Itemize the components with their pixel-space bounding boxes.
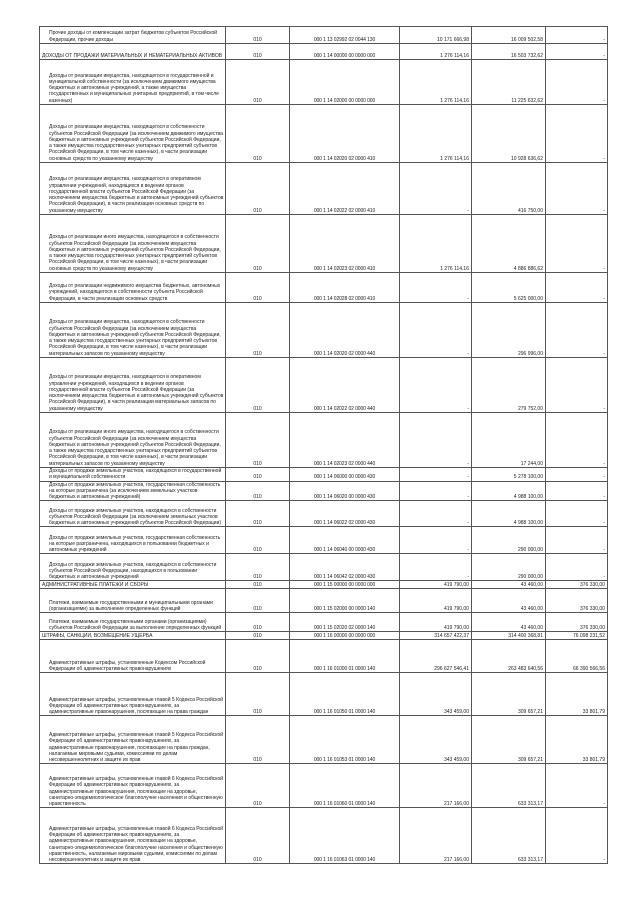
row-name: Доходы от реализации имущества, находящегося в оперативном управлении учреждений, находящихся в ведении органов государственной власти субъектов Российской Федерации (за исключением имущества бюджетных и автономных учреждений субъектов Российской Федерации), в части реализации материальных запасов по указанному имуществу	[40, 358, 226, 413]
row-name: Административные штрафы, установленные главой 5 Кодекса Российской Федерации об административных правонарушениях, за административные правонарушения, посягающие на права граждан	[40, 673, 226, 716]
row-rest: -	[546, 44, 608, 60]
row-name: Доходы от реализации имущества, находящегося в собственности субъектов Российской Федерации (за исключением движимого имущества бюджетных и автономных учреждений субъектов Российской Федерации, а также имущества государственных унитарных предприятий субъектов Российской Федерации, в том числе казенных), в части реализации основных средств по указанному имуществу	[40, 105, 226, 163]
row-name: Доходы от реализации имущества, находящегося в государственной и муниципальной собственности (за исключением движимого имущества бюджетных и автономных учреждений, а также имущества государственных и муниципальных унитарных предприятий, в том числе казенных)	[40, 60, 226, 105]
table-row	[40, 808, 608, 864]
table-row	[40, 105, 608, 163]
row-kbk: 000 1 14 06000 00 0000 430	[290, 468, 400, 482]
row-rest: 376 330,00	[546, 581, 608, 589]
row-plan: -	[400, 468, 472, 482]
row-plan: 1 276 114,16	[400, 215, 472, 273]
row-kbk: 000 1 16 00000 00 0000 000	[290, 632, 400, 640]
row-rest: -	[546, 303, 608, 358]
row-kbk: 000 1 13 02992 02 0044 130	[290, 27, 400, 44]
row-rest: -	[546, 468, 608, 482]
row-name: Доходы от реализации иного имущества, находящегося в собственности субъектов Российской Федерации (за исключением имущества бюджетных и автономных учреждений субъектов Российской Федерации, а также имущества государственных унитарных предприятий субъектов Российской Федерации, в том числе казенных), в части реализации материальных запасов по указанному имуществу	[40, 413, 226, 468]
row-rest: 76 098 231,52	[546, 632, 608, 640]
row-kbk: 000 1 16 01000 01 0000 140	[290, 640, 400, 673]
row-code: 010	[226, 163, 290, 215]
row-plan: 1 276 114,16	[400, 105, 472, 163]
row-plan: 217 166,00	[400, 764, 472, 808]
table-row	[40, 303, 608, 358]
row-fact: 290 000,00	[472, 527, 546, 554]
row-kbk: 000 1 14 02022 02 0000 410	[290, 163, 400, 215]
row-code: 010	[226, 632, 290, 640]
income-table	[39, 26, 608, 864]
row-rest: 376 330,00	[546, 589, 608, 613]
row-code: 010	[226, 589, 290, 613]
row-rest: -	[546, 105, 608, 163]
row-rest: 33 801,79	[546, 673, 608, 716]
row-code: 010	[226, 716, 290, 764]
row-name: Административные штрафы, установленные главой 6 Кодекса Российской Федерации об административных правонарушениях, за административные правонарушения, посягающие на здоровье, санитарно-эпидемиологическое благополучие населения и общественную нравственность	[40, 764, 226, 808]
row-fact: 633 313,17	[472, 808, 546, 864]
row-fact: 296 996,00	[472, 303, 546, 358]
row-plan: 343 459,00	[400, 716, 472, 764]
table-row	[40, 581, 608, 589]
table-row	[40, 481, 608, 501]
row-kbk: 000 1 15 00000 00 0000 000	[290, 581, 400, 589]
row-kbk: 000 1 16 01050 01 0000 140	[290, 673, 400, 716]
table-row	[40, 589, 608, 613]
row-plan: 10 171 666,98	[400, 27, 472, 44]
table-row	[40, 554, 608, 581]
table-row	[40, 764, 608, 808]
row-name: Платежи, взимаемые государственными органами (организациями) субъектов Российской Федерации за выполнение определенных функций	[40, 613, 226, 632]
row-kbk: 000 1 16 01060 01 0000 140	[290, 764, 400, 808]
row-kbk: 000 1 14 00000 00 0000 000	[290, 44, 400, 60]
row-fact: 43 460,00	[472, 613, 546, 632]
row-fact: 5 625 000,00	[472, 273, 546, 303]
row-rest: -	[546, 27, 608, 44]
row-plan: -	[400, 527, 472, 554]
row-code: 010	[226, 44, 290, 60]
row-name: Административные штрафы, установленные Кодексом Российской Федерации об административных правонарушениях	[40, 640, 226, 673]
row-fact: 16 503 732,62	[472, 44, 546, 60]
row-rest: -	[546, 481, 608, 501]
row-kbk: 000 1 14 02000 00 0000 000	[290, 60, 400, 105]
row-code: 010	[226, 105, 290, 163]
row-fact: 4 988 100,00	[472, 501, 546, 527]
row-fact: 4 886 886,62	[472, 215, 546, 273]
row-fact: 43 460,00	[472, 581, 546, 589]
row-kbk: 000 1 16 01063 01 0000 140	[290, 808, 400, 864]
row-code: 010	[226, 808, 290, 864]
row-rest: -	[546, 163, 608, 215]
row-kbk: 000 1 14 06022 02 0000 430	[290, 501, 400, 527]
row-code: 010	[226, 581, 290, 589]
row-kbk: 000 1 14 06042 02 0000 430	[290, 554, 400, 581]
row-rest: -	[546, 273, 608, 303]
row-rest: -	[546, 413, 608, 468]
row-rest: -	[546, 358, 608, 413]
row-name: Доходы от продажи земельных участков, находящихся в собственности субъектов Российской Федерации (за исключением земельных участков бюджетных и автономных учреждений субъектов Российской Федерации)	[40, 501, 226, 527]
row-fact: 416 750,00	[472, 163, 546, 215]
income-table-body	[40, 27, 608, 864]
row-plan: -	[400, 358, 472, 413]
row-name: Платежи, взимаемые государственными и муниципальными органами (организациями) за выполнение определенных функций	[40, 589, 226, 613]
table-row	[40, 716, 608, 764]
row-code: 010	[226, 527, 290, 554]
row-kbk: 000 1 14 02023 02 0000 410	[290, 215, 400, 273]
row-kbk: 000 1 14 06040 00 0000 430	[290, 527, 400, 554]
table-row	[40, 413, 608, 468]
row-code: 010	[226, 215, 290, 273]
row-plan: -	[400, 273, 472, 303]
table-row	[40, 44, 608, 60]
row-rest: -	[546, 808, 608, 864]
row-plan: 419 790,00	[400, 613, 472, 632]
budget-report-page	[39, 26, 607, 864]
row-code: 010	[226, 501, 290, 527]
row-name: ДОХОДЫ ОТ ПРОДАЖИ МАТЕРИАЛЬНЫХ И НЕМАТЕРИАЛЬНЫХ АКТИВОВ	[40, 44, 226, 60]
row-name: Доходы от продажи земельных участков, государственная собственность на которые разграничена, находящихся в пользовании бюджетных и автономных учреждений	[40, 527, 226, 554]
row-plan: 343 459,00	[400, 673, 472, 716]
row-code: 010	[226, 358, 290, 413]
table-row	[40, 673, 608, 716]
table-row	[40, 632, 608, 640]
table-row	[40, 273, 608, 303]
row-code: 010	[226, 468, 290, 482]
table-row	[40, 527, 608, 554]
table-row	[40, 501, 608, 527]
row-name: АДМИНИСТРАТИВНЫЕ ПЛАТЕЖИ И СБОРЫ	[40, 581, 226, 589]
row-fact: 5 278 100,00	[472, 468, 546, 482]
row-kbk: 000 1 15 02000 00 0000 140	[290, 589, 400, 613]
row-code: 010	[226, 413, 290, 468]
row-rest: 33 801,79	[546, 716, 608, 764]
table-row	[40, 468, 608, 482]
row-kbk: 000 1 14 02023 02 0000 440	[290, 413, 400, 468]
row-plan: -	[400, 163, 472, 215]
row-plan: 314 657 422,37	[400, 632, 472, 640]
table-row	[40, 163, 608, 215]
row-rest: -	[546, 215, 608, 273]
table-row	[40, 215, 608, 273]
table-row	[40, 27, 608, 44]
row-code: 010	[226, 613, 290, 632]
row-plan: 419 790,00	[400, 589, 472, 613]
table-row	[40, 613, 608, 632]
row-name: Прочие доходы от компенсации затрат бюджетов субъектов Российской Федерации, прочие доходы	[40, 27, 226, 44]
row-rest: -	[546, 501, 608, 527]
row-kbk: 000 1 14 02020 02 0000 410	[290, 105, 400, 163]
row-rest: 66 390 566,56	[546, 640, 608, 673]
row-plan: 1 276 114,16	[400, 44, 472, 60]
row-fact: 11 225 632,62	[472, 60, 546, 105]
row-fact: 309 657,21	[472, 673, 546, 716]
row-name: Доходы от продажи земельных участков, государственная собственность на которые разграничена (за исключением земельных участков бюджетных и автономных учреждений)	[40, 481, 226, 501]
row-name: ШТРАФЫ, САНКЦИИ, ВОЗМЕЩЕНИЕ УЩЕРБА	[40, 632, 226, 640]
row-rest: -	[546, 60, 608, 105]
row-fact: 290 000,00	[472, 554, 546, 581]
row-plan: 1 276 114,16	[400, 60, 472, 105]
table-row	[40, 60, 608, 105]
row-rest: -	[546, 527, 608, 554]
row-fact: 633 313,17	[472, 764, 546, 808]
row-name: Доходы от реализации иного имущества, находящегося в собственности субъектов Российской Федерации (за исключением имущества бюджетных и автономных учреждений субъектов Российской Федерации, а также имущества государственных унитарных предприятий субъектов Российской Федерации, в том числе казенных), в части реализации основных средств по указанному имуществу	[40, 215, 226, 273]
row-plan: 217 166,00	[400, 808, 472, 864]
row-fact: 309 657,21	[472, 716, 546, 764]
row-fact: 17 244,00	[472, 413, 546, 468]
row-plan: 419 790,00	[400, 581, 472, 589]
row-plan: -	[400, 501, 472, 527]
row-code: 010	[226, 273, 290, 303]
row-rest: -	[546, 764, 608, 808]
row-code: 010	[226, 554, 290, 581]
row-plan: 296 627 546,41	[400, 640, 472, 673]
row-plan: -	[400, 413, 472, 468]
row-name: Доходы от реализации недвижимого имущества бюджетных, автономных учреждений, находящегося в собственности субъекта Российской Федерации, в части реализации основных средств	[40, 273, 226, 303]
row-fact: 16 009 502,58	[472, 27, 546, 44]
row-plan: -	[400, 481, 472, 501]
row-code: 010	[226, 764, 290, 808]
table-row	[40, 358, 608, 413]
row-code: 010	[226, 27, 290, 44]
row-name: Административные штрафы, установленные главой 6 Кодекса Российской Федерации об административных правонарушениях, за административные правонарушения, посягающие на здоровье, санитарно-эпидемиологическое благополучие населения и общественную нравственность, налагаемые мировыми судьями, комиссиями по делам несовершеннолетних и защите их прав	[40, 808, 226, 864]
row-name: Административные штрафы, установленные главой 5 Кодекса Российской Федерации об административных правонарушениях, за административные правонарушения, посягающие на права граждан, налагаемые мировыми судьями, комиссиями по делам несовершеннолетних и защите их прав	[40, 716, 226, 764]
row-rest: -	[546, 554, 608, 581]
row-name: Доходы от реализации имущества, находящегося в собственности субъектов Российской Федерации (за исключением имущества бюджетных и автономных учреждений субъектов Российской Федерации, а также имущества государственных унитарных предприятий субъектов Российской Федерации, в том числе казенных), в части реализации материальных запасов по указанному имуществу	[40, 303, 226, 358]
row-code: 010	[226, 60, 290, 105]
table-row	[40, 640, 608, 673]
row-kbk: 000 1 14 02020 02 0000 440	[290, 303, 400, 358]
row-fact: 4 988 100,00	[472, 481, 546, 501]
row-kbk: 000 1 16 01053 01 0000 140	[290, 716, 400, 764]
row-code: 010	[226, 673, 290, 716]
row-name: Доходы от продажи земельных участков, находящихся в собственности субъектов Российской Федерации, находящихся в пользовании бюджетных и автономных учреждений	[40, 554, 226, 581]
row-kbk: 000 1 15 02020 02 0000 140	[290, 613, 400, 632]
row-kbk: 000 1 14 02022 02 0000 440	[290, 358, 400, 413]
row-code: 010	[226, 303, 290, 358]
row-name: Доходы от продажи земельных участков, находящихся в государственной и муниципальной собственности	[40, 468, 226, 482]
row-kbk: 000 1 14 02028 02 0000 410	[290, 273, 400, 303]
row-kbk: 000 1 14 06020 00 0000 430	[290, 481, 400, 501]
row-fact: 43 460,00	[472, 589, 546, 613]
row-plan: -	[400, 303, 472, 358]
row-plan: -	[400, 554, 472, 581]
row-name: Доходы от реализации имущества, находящегося в оперативном управлении учреждений, находящихся в ведении органов государственной власти субъектов Российской Федерации (за исключением имущества бюджетных и автономных учреждений субъектов Российской Федерации), в части реализации основных средств по указанному имуществу	[40, 163, 226, 215]
row-fact: 10 928 636,62	[472, 105, 546, 163]
row-code: 010	[226, 640, 290, 673]
row-rest: 376 330,00	[546, 613, 608, 632]
row-fact: 279 752,00	[472, 358, 546, 413]
row-fact: 263 483 640,56	[472, 640, 546, 673]
row-code: 010	[226, 481, 290, 501]
row-fact: 314 400 368,81	[472, 632, 546, 640]
